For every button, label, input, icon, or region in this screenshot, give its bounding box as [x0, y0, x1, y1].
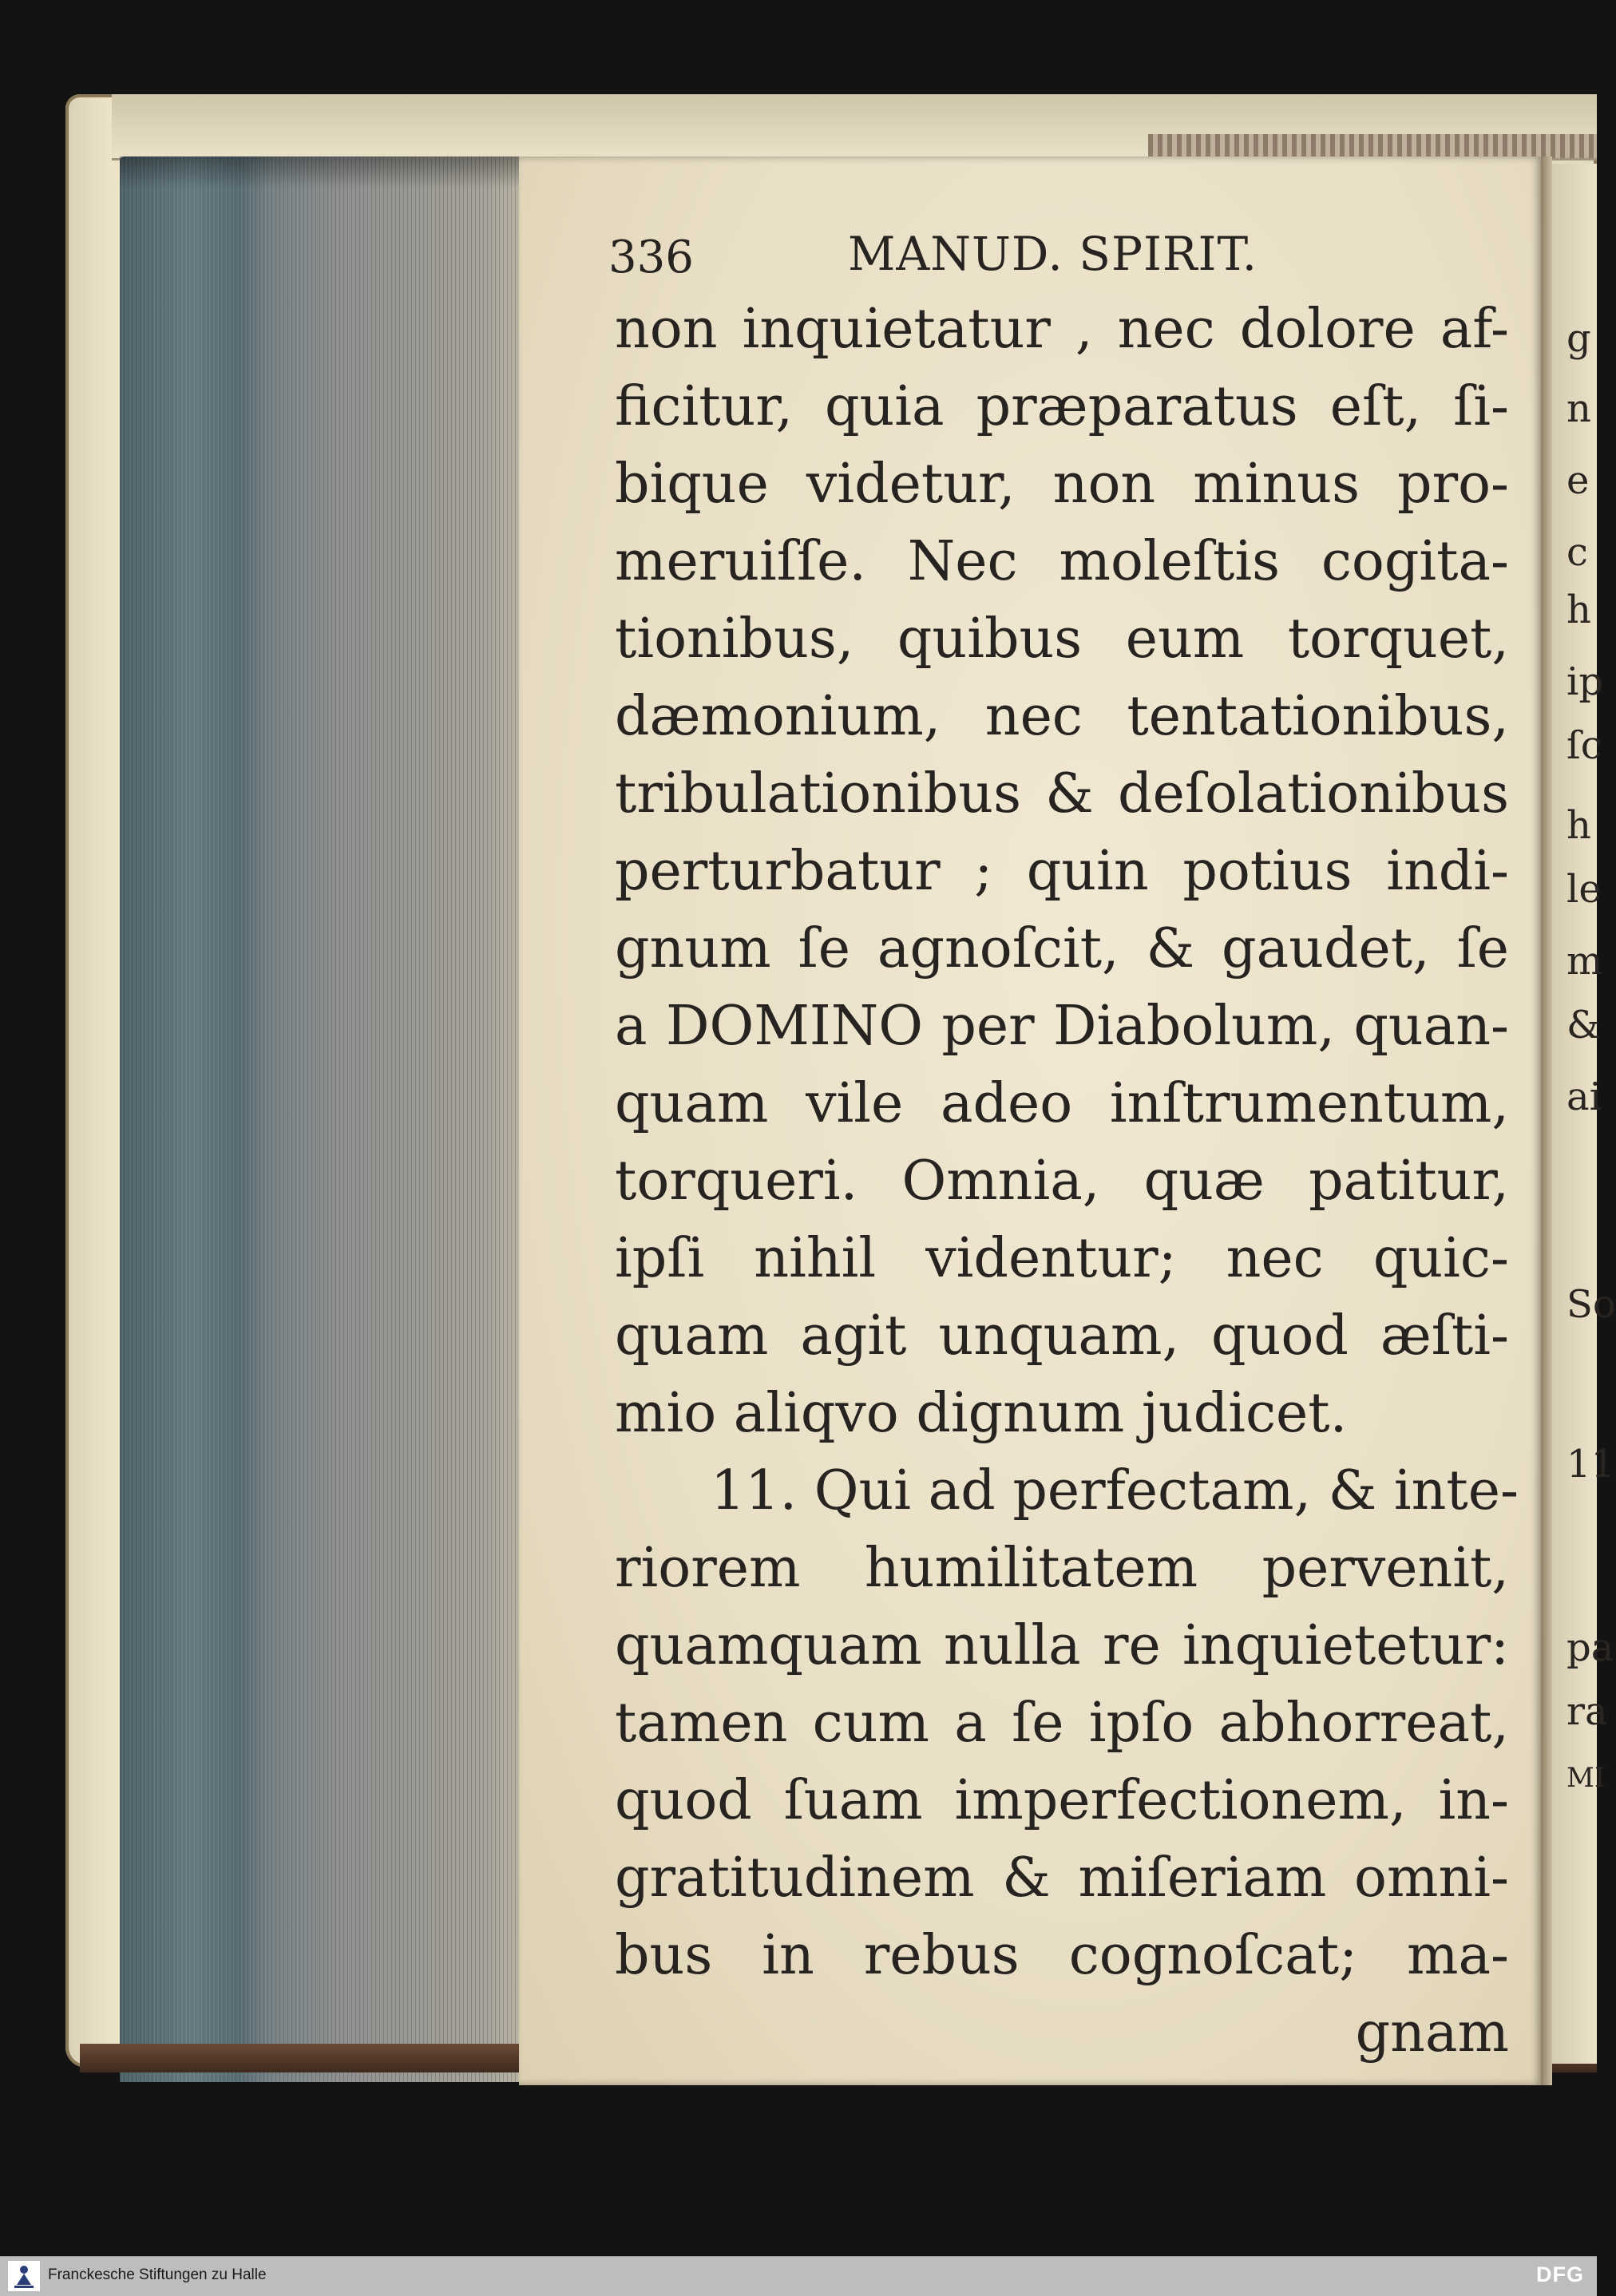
running-head: MANUD. SPIRIT.	[848, 227, 1258, 281]
text-line: 11. Qui ad perfectam, & inte-	[711, 1459, 1519, 1522]
text-line: tribulationibus & deſolationibus	[615, 762, 1509, 825]
next-page-fragment: m	[1566, 939, 1603, 984]
text-line: riorem humilitatem pervenit,	[615, 1537, 1509, 1600]
text-line: torqueri. Omnia, quæ patitur,	[615, 1150, 1509, 1213]
next-page-fragment: g	[1566, 316, 1591, 361]
next-page-fragment: h	[1566, 803, 1591, 848]
next-page-fragment: ſc	[1566, 723, 1602, 768]
next-page-fragment: 11	[1566, 1442, 1616, 1486]
institution-credit: Franckesche Stiftungen zu Halle	[48, 2266, 267, 2283]
text-line: ficitur, quia præparatus eſt, ſi-	[615, 375, 1509, 438]
institution-logo	[8, 2261, 40, 2291]
text-line: dæmonium, nec tentationibus,	[615, 685, 1509, 748]
next-page-fragment: e	[1566, 458, 1590, 503]
text-line: bus in rebus cognoſcat; ma-	[615, 1924, 1509, 1987]
page-gutter	[1541, 156, 1552, 2085]
page-number: 336	[608, 232, 694, 283]
catchword: gnam	[1355, 2001, 1509, 2064]
next-page-fragment: le	[1566, 867, 1602, 912]
text-line: tamen cum a ſe ipſo abhorreat,	[615, 1692, 1509, 1755]
next-page-fragment: h	[1566, 588, 1591, 632]
next-page-fragment: c	[1566, 530, 1588, 575]
text-line: quod ſuam imperfectionem, in-	[615, 1769, 1509, 1832]
text-line: bique videtur, non minus pro-	[615, 453, 1509, 516]
text-line: quamquam nulla re inquietetur:	[615, 1614, 1509, 1677]
next-page-fragment: ra	[1566, 1689, 1608, 1734]
next-page-fragment: pa	[1566, 1625, 1614, 1670]
next-page-fragment: MI	[1566, 1762, 1606, 1794]
next-page-fragment: &	[1566, 1003, 1601, 1047]
text-line: quam agit unquam, quod æſti-	[615, 1304, 1509, 1368]
next-page-fragment: ai	[1566, 1075, 1602, 1119]
dfg-logo: DFG	[1536, 2262, 1584, 2286]
text-line: perturbatur ; quin potius indi-	[615, 840, 1509, 903]
book-headband	[1148, 134, 1597, 158]
text-line: non inquietatur , nec dolore af-	[615, 298, 1509, 361]
text-line: tionibus, quibus eum torquet,	[615, 608, 1509, 671]
page-block-shadow	[120, 156, 519, 188]
next-page-fragment: ip	[1566, 659, 1604, 704]
text-line: gnum ſe agnoſcit, & gaudet, ſe	[615, 917, 1509, 980]
crest-icon	[8, 2261, 40, 2291]
next-page-fragment: n	[1566, 386, 1591, 431]
text-line: ipſi nihil videntur; nec quic-	[615, 1227, 1509, 1290]
page-text	[615, 291, 1519, 2072]
next-page-fragment: So	[1566, 1282, 1616, 1327]
page-block-edge	[120, 156, 519, 2082]
text-line: gratitudinem & miſeriam omni-	[615, 1847, 1509, 1910]
text-line: a DOMINO per Diabolum, quan-	[615, 995, 1509, 1058]
text-line: meruiſſe. Nec moleſtis cogita-	[615, 530, 1509, 593]
text-line: mio aliqvo dignum judicet.	[615, 1382, 1348, 1445]
text-line: quam vile adeo inſtrumentum,	[615, 1072, 1509, 1135]
